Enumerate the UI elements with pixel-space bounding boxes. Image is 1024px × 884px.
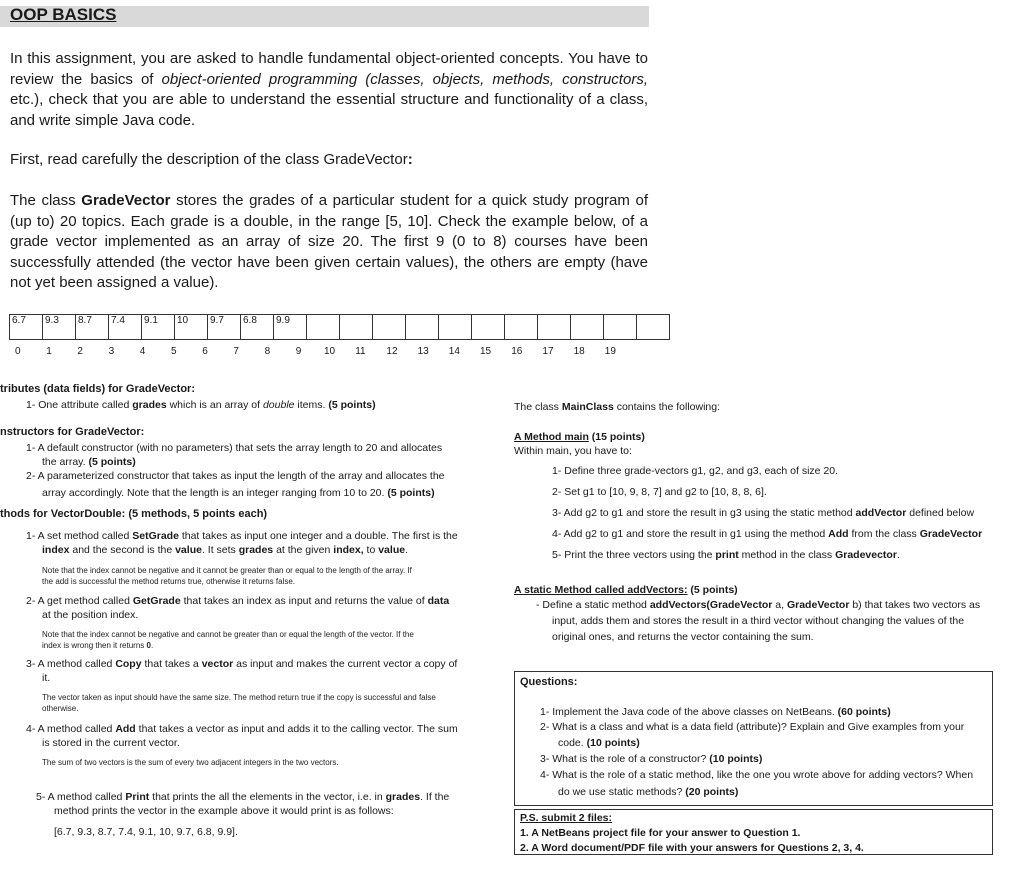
gradevector-description: The class GradeVector stores the grades of a particular student for a quick study program of (up to) 20 topics. Each grade is a double, in the range [5, 10]. Check the example below, of a grade vector implemented as an array of size 20. The first 9 (0 to 8) courses have been successfully attended (the vector have been given certain values), the others are empty (have not yet been assigned a value). [10,192,649,292]
vector-index-label: 9 [295,346,302,357]
main-step-5: 5- Print the three vectors using the print method in the class Gradevector. [552,549,900,561]
mainclass-intro: The class MainClass contains the following: [514,401,721,413]
vector-cell: 9.9 [274,315,307,340]
method-note-copy-2: otherwise. [42,704,79,713]
method-note-add: The sum of two vectors is the sum of every two adjacent integers in the two vectors. [42,758,339,767]
method-item-copy-cont: it. [42,672,51,684]
vector-index-label: 14 [448,346,460,357]
method-note-setgrade-2: the add is successful the method returns true, otherwise it returns false. [42,577,296,586]
method-item-add-cont: is stored in the current vector. [42,737,180,749]
static-method-line-3: original ones, and returns the vector containing the sum. [552,631,814,643]
vector-cell [340,315,373,340]
attributes-heading: tributes (data fields) for GradeVector: [0,383,195,395]
static-method-line-2: input, adds them and stores the result in a third vector without changing the values of the [552,615,965,627]
vector-index-label: 12 [386,346,398,357]
attribute-item: 1- One attribute called grades which is an array of double items. (5 points) [26,399,376,411]
vector-cell: 6.8 [241,315,274,340]
vector-cell: 8.7 [76,315,109,340]
method-item-print-example: [6.7, 9.3, 8.7, 7.4, 9.1, 10, 9.7, 6.8, 9.9]. [54,826,238,838]
method-note-setgrade-1: Note that the index cannot be negative and it cannot be greater than or equal to the length of the array. If [42,566,412,575]
method-item-print-cont: method prints the vector in the example above it would print is as follows: [54,805,394,817]
method-item-print: 5- A method called Print that prints the all the elements in the vector, i.e. in grades. If the [36,791,450,803]
vector-cell: 9.1 [142,315,175,340]
vector-index-label: 11 [355,346,366,357]
main-step-1: 1- Define three grade-vectors g1, g2, and g3, each of size 20. [552,465,839,477]
vector-index-label: 3 [108,346,115,357]
constructor-item-2: 2- A parameterized constructor that takes as input the length of the array and allocates the [26,470,445,482]
grade-vector-row [10,315,670,340]
intro-read-paragraph: First, read carefully the description of the class GradeVector: [10,151,413,168]
main-step-4: 4- Add g2 to g1 and store the result in g1 using the method Add from the class GradeVector [552,528,983,540]
vector-cell: 10 [175,315,208,340]
method-note-copy-1: The vector taken as input should have the same size. The method return true if the copy is successful and false [42,693,436,702]
constructor-item-1: 1- A default constructor (with no parameters) that sets the array length to 20 and allocates [26,442,443,454]
page-title: OOP BASICS [10,5,117,24]
question-1: 1- Implement the Java code of the above classes on NetBeans. (60 points) [540,706,891,718]
main-method-sub: Within main, you have to: [514,445,632,457]
method-item-add: 4- A method called Add that takes a vector as input and adds it to the calling vector. The sum [26,723,458,735]
constructor-item-2-cont: array accordingly. Note that the length is an integer ranging from 10 to 20. (5 points) [42,487,435,499]
vector-cell [439,315,472,340]
grade-vector-table [9,314,670,340]
vector-index-label: 7 [233,346,239,357]
methods-heading: thods for VectorDouble: (5 methods, 5 points each) [0,508,268,520]
static-method-heading: A static Method called addVectors: (5 points) [514,584,738,596]
vector-cell [505,315,538,340]
vector-index-label: 18 [573,346,585,357]
static-method-line-1: - Define a static method addVectors(GradeVector a, GradeVector b) that takes two vectors as [536,599,981,611]
ps-heading: P.S. submit 2 files: [520,812,613,824]
question-4-cont: do we use static methods? (20 points) [558,786,739,798]
vector-cell [472,315,505,340]
question-2-cont: code. (10 points) [558,737,640,749]
question-3: 3- What is the role of a constructor? (10 points) [540,753,763,765]
method-item-setgrade: 1- A set method called SetGrade that takes as input one integer and a double. The first is the [26,530,458,542]
ps-line-2: 2. A Word document/PDF file with your answers for Questions 2, 3, 4. [520,842,864,854]
constructors-heading: nstructors for GradeVector: [0,426,145,438]
vector-index-label: 13 [417,346,429,357]
vector-index-label: 6 [202,346,208,357]
vector-cell [373,315,406,340]
vector-index-label: 19 [604,346,616,357]
method-item-getgrade-cont: at the position index. [42,609,139,621]
vector-index-label: 5 [171,346,177,357]
method-item-getgrade: 2- A get method called GetGrade that takes an index as input and returns the value of data [26,595,450,607]
method-note-getgrade-2: index is wrong then it returns 0. [42,641,154,650]
method-item-copy: 3- A method called Copy that takes a vector as input and makes the current vector a copy of [26,658,458,670]
vector-index-label: 10 [324,346,336,357]
questions-heading: Questions: [520,676,578,688]
vector-cell: 9.3 [43,315,76,340]
method-item-setgrade-cont: index and the second is the value. It sets grades at the given index, to value. [42,544,408,556]
vector-cell: 6.7 [10,315,43,340]
vector-cell: 7.4 [109,315,142,340]
vector-index-label: 17 [542,346,554,357]
vector-cell: 9.7 [208,315,241,340]
vector-index-label: 8 [264,346,271,357]
vector-cell [307,315,340,340]
method-note-getgrade-1: Note that the index cannot be negative and cannot be greater than or equal the length of the vector. If the [42,630,414,639]
vector-index-label: 4 [139,346,146,357]
vector-cell [406,315,439,340]
main-step-3: 3- Add g2 to g1 and store the result in g3 using the static method addVector defined below [552,507,975,519]
question-4: 4- What is the role of a static method, like the one you wrote above for adding vectors? When [540,769,974,781]
main-method-heading: A Method main (15 points) [514,431,645,443]
main-step-2: 2- Set g1 to [10, 9, 8, 7] and g2 to [10, 8, 8, 6]. [552,486,767,498]
vector-cell [571,315,604,340]
vector-cell [637,315,670,340]
vector-cell [604,315,637,340]
intro-paragraph: In this assignment, you are asked to handle fundamental object-oriented concepts. You have to review the basics of object-oriented programming (classes, objects, methods, constructors, etc.), check that you are able to understand the essential structure and functionality of a class, and write simple Java code. [10,50,648,129]
vector-index-label: 15 [480,346,492,357]
vector-index-label: 1 [46,346,52,357]
vector-index-label: 2 [77,346,83,357]
vector-index-label: 16 [511,346,523,357]
vector-index-label: 0 [15,346,21,357]
ps-line-1: 1. A NetBeans project file for your answer to Question 1. [520,827,801,839]
constructor-item-1-cont: the array. (5 points) [42,456,136,468]
vector-cell [538,315,571,340]
question-2: 2- What is a class and what is a data field (attribute)? Explain and Give examples from your [540,721,965,733]
